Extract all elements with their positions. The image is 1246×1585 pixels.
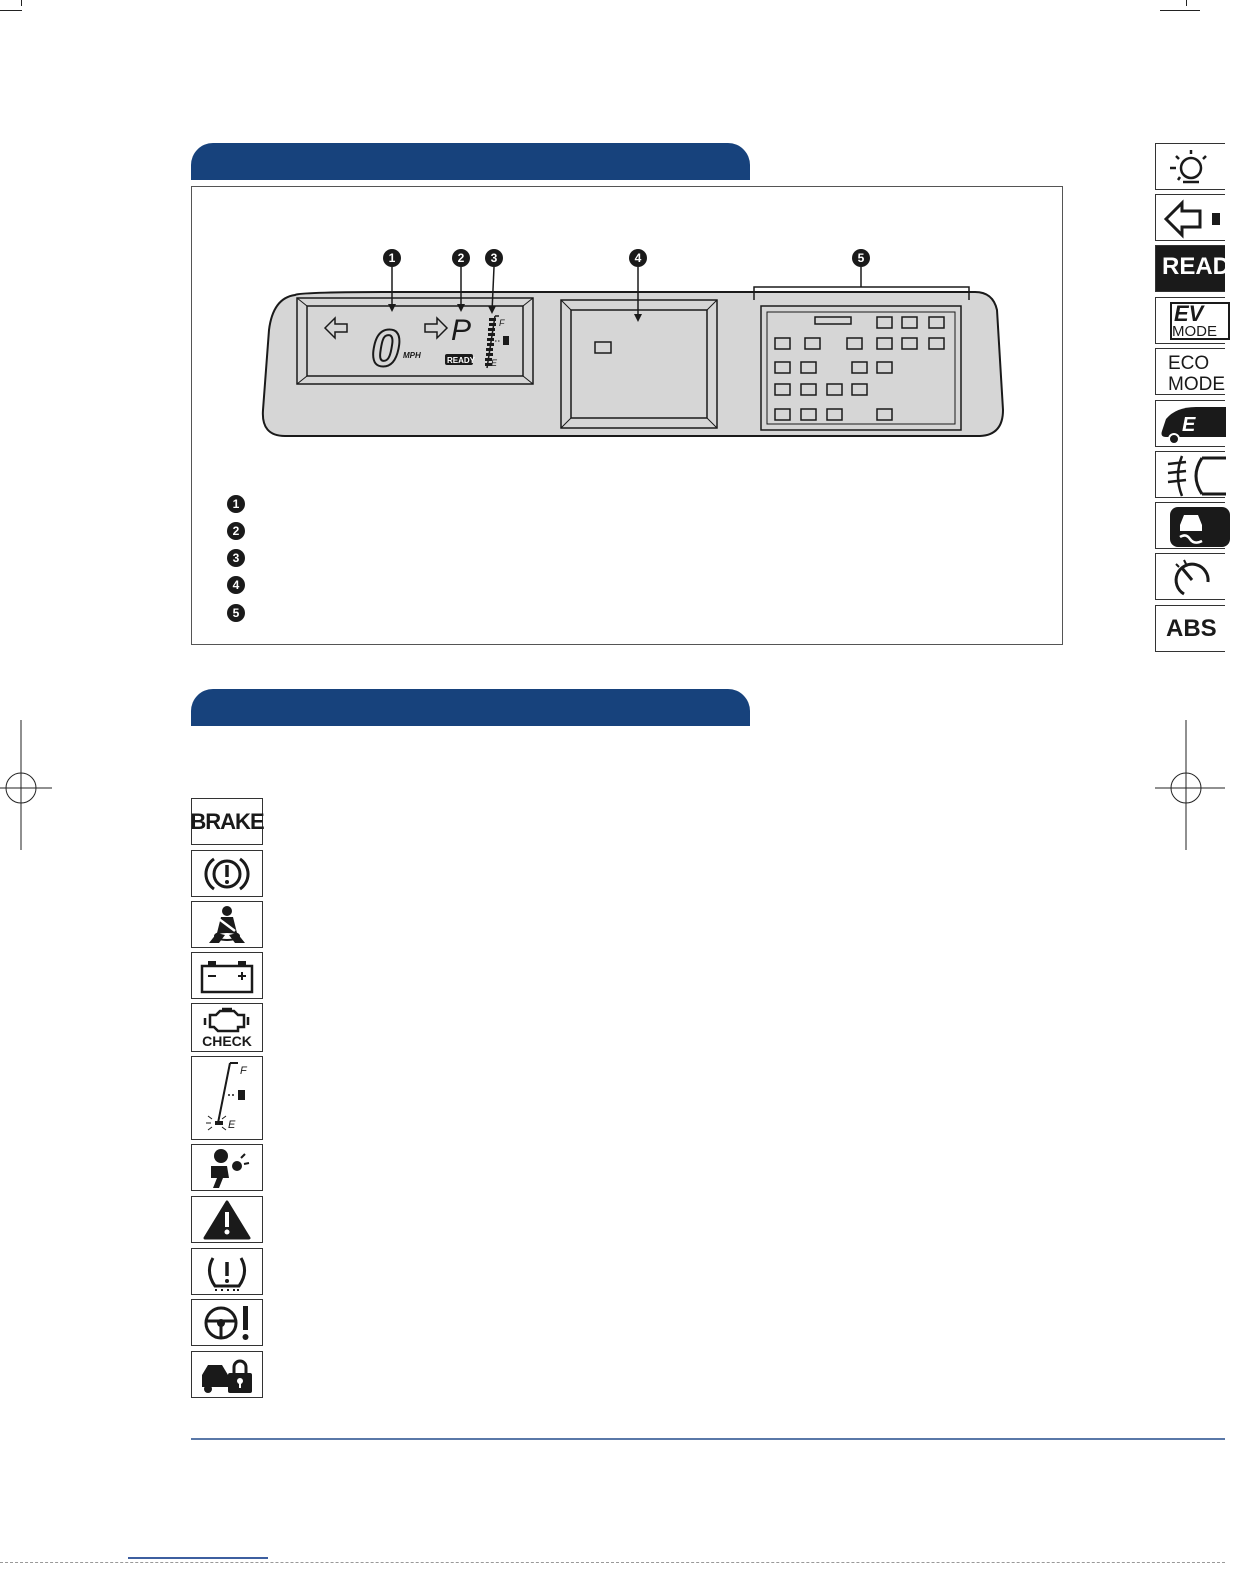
- side-tab-eco-mode[interactable]: [1155, 348, 1225, 395]
- svg-text:4: 4: [634, 251, 642, 265]
- cruise-control-icon: [1156, 554, 1226, 601]
- skid-icon: [1156, 503, 1226, 550]
- brake-label: BRAKE: [190, 808, 264, 834]
- side-tab-cruise-control[interactable]: [1155, 553, 1225, 600]
- ready-label: READY: [447, 356, 476, 365]
- eco-mode-label: ECO: [1168, 353, 1210, 374]
- callout-2: [452, 249, 470, 267]
- instrument-cluster-illustration: [255, 240, 1005, 440]
- svg-text:2: 2: [457, 251, 465, 265]
- crop-mark-top-left: [0, 10, 22, 11]
- bottom-rule: [191, 1438, 1225, 1440]
- side-tab-ready[interactable]: [1155, 245, 1246, 292]
- side-tab-headlight[interactable]: [1155, 143, 1225, 190]
- registration-mark-right: [1150, 720, 1225, 850]
- ready-tab-label: READY: [1162, 253, 1246, 280]
- crop-mark-top-right: [1160, 10, 1200, 11]
- callout-4: [629, 249, 647, 267]
- abs-tab-label: ABS: [1166, 615, 1217, 642]
- fog-light-icon: [1156, 452, 1226, 499]
- master-warning-icon: [191, 1196, 263, 1243]
- legend-item-2: 2: [227, 522, 247, 542]
- svg-text:5: 5: [857, 251, 865, 265]
- fuel-empty-label: E: [491, 358, 498, 368]
- callout-3: [485, 249, 503, 267]
- check-label: CHECK: [202, 1032, 252, 1049]
- callout-1: [383, 249, 401, 267]
- ev-mode-label: EV: [1174, 301, 1204, 326]
- legend-item-5: 5: [227, 604, 247, 624]
- eco-mode-sub: MODE: [1168, 374, 1225, 395]
- ev-car-icon: [1156, 401, 1226, 448]
- legend-item-4: 4: [227, 576, 247, 596]
- indicator-panel: [761, 306, 961, 430]
- side-tab-abs[interactable]: [1155, 605, 1225, 652]
- section-header-warning-lights: [191, 689, 750, 726]
- seatbelt-icon: [191, 901, 263, 948]
- crop-mark-top-left-v: [21, 0, 22, 6]
- svg-text:3: 3: [490, 251, 498, 265]
- side-tab-skid[interactable]: [1155, 502, 1225, 549]
- registration-mark-left: [0, 720, 60, 850]
- low-fuel-full: F: [240, 1065, 247, 1077]
- speed-unit: MPH: [403, 351, 421, 360]
- side-tab-fog-light[interactable]: [1155, 451, 1225, 498]
- headlight-icon: [1156, 144, 1226, 191]
- security-icon: [191, 1351, 263, 1398]
- turn-signal-icon: [1156, 195, 1226, 242]
- svg-text:E: E: [1182, 414, 1196, 436]
- fuel-full-label: F: [499, 318, 505, 328]
- battery-icon: [191, 952, 263, 999]
- section-header-instrument-cluster: [191, 143, 750, 180]
- low-fuel-icon: [191, 1056, 263, 1140]
- crop-mark-top-right-v: [1186, 0, 1187, 6]
- ev-mode-sub: MODE: [1172, 323, 1217, 340]
- callout-5: [852, 249, 870, 267]
- tire-pressure-icon: [191, 1248, 263, 1295]
- speed-digit: 0: [371, 320, 400, 378]
- bottom-blue-mark: [128, 1557, 268, 1559]
- legend-item-1: 1: [227, 495, 247, 515]
- side-tab-turn-signal[interactable]: [1155, 194, 1225, 241]
- center-display-inner: [571, 310, 707, 418]
- bottom-trim-line: [0, 1562, 1225, 1563]
- airbag-icon: [191, 1144, 263, 1191]
- legend-item-3: 3: [227, 549, 247, 569]
- side-tab-ev-mode[interactable]: [1155, 297, 1225, 344]
- shift-position: P: [451, 314, 472, 347]
- low-fuel-empty: E: [228, 1119, 236, 1131]
- check-engine-icon: [191, 1003, 263, 1052]
- power-steering-icon: [191, 1299, 263, 1346]
- brake-icon: [191, 798, 263, 845]
- brake-system-icon: [191, 850, 263, 897]
- fuel-pump-icon: [503, 336, 509, 345]
- svg-text:1: 1: [388, 251, 396, 265]
- side-tab-ev-car[interactable]: [1155, 400, 1225, 447]
